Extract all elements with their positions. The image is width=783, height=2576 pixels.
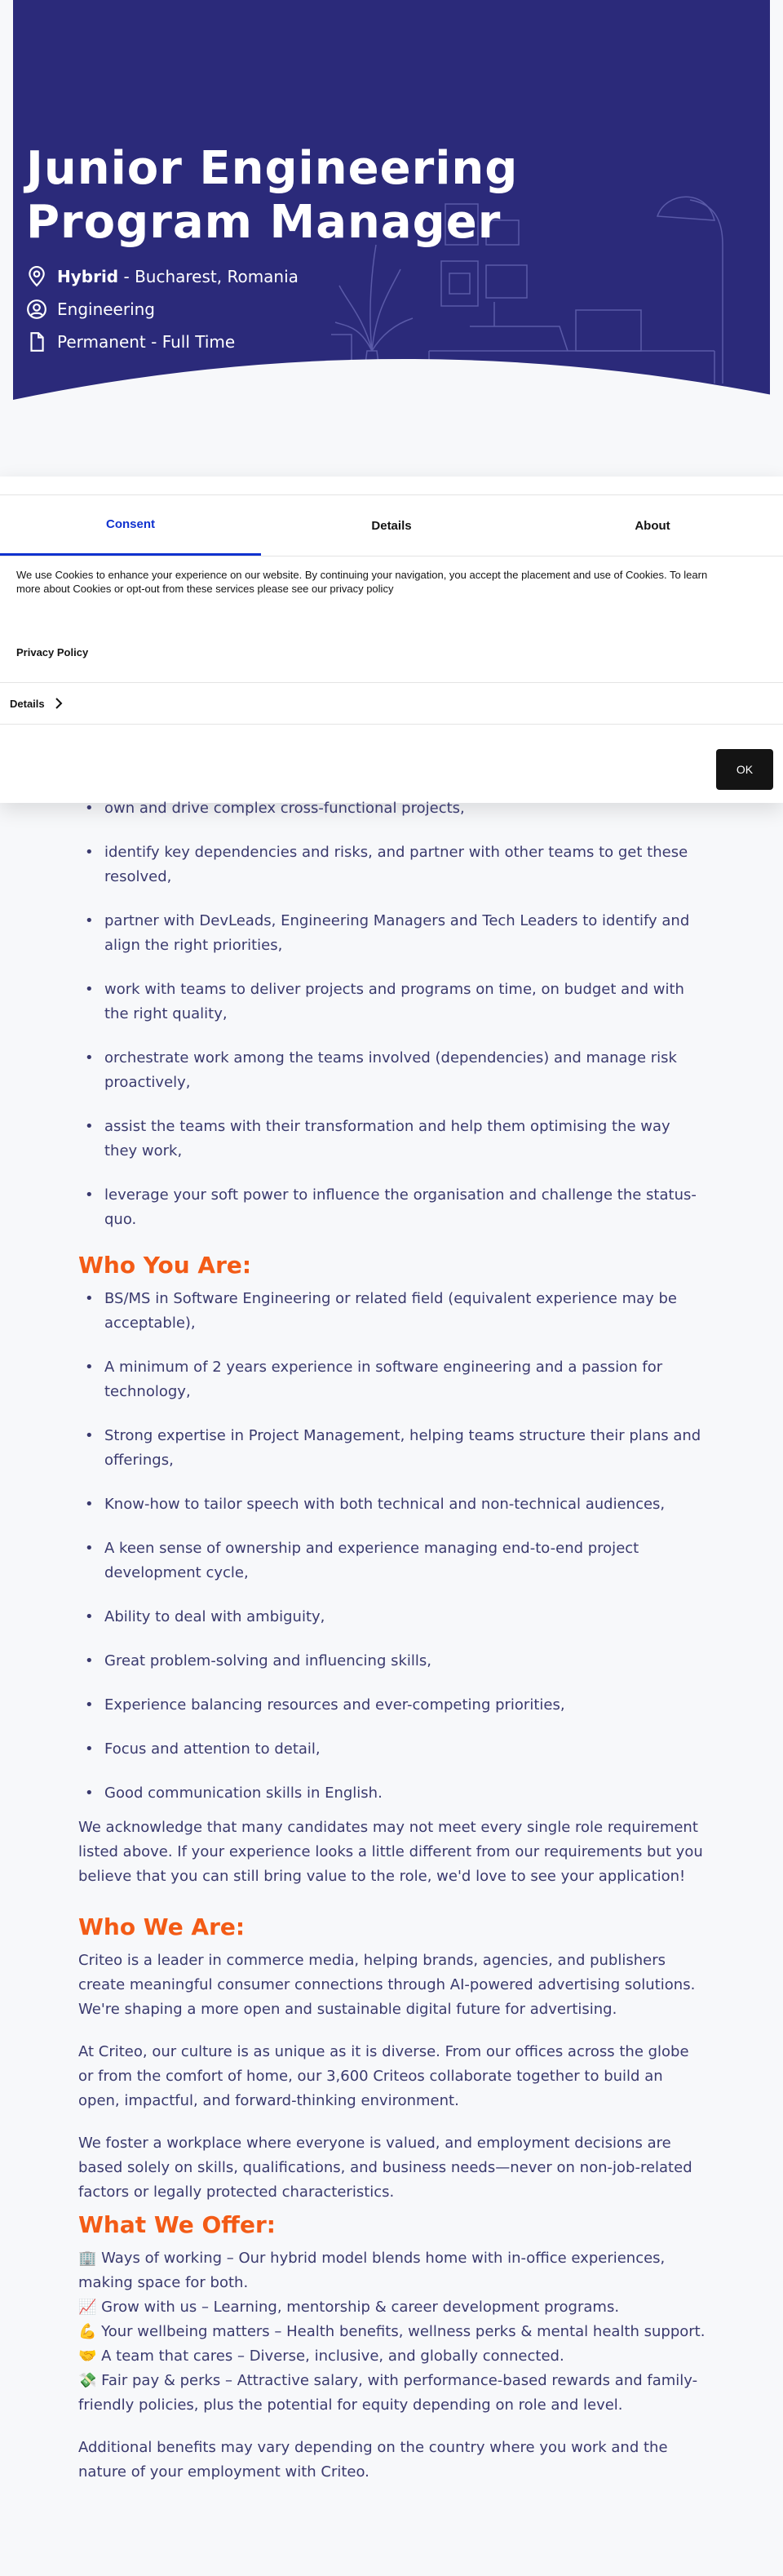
privacy-policy-link[interactable]: Privacy Policy [16, 646, 89, 658]
company-paragraph: Criteo is a leader in commerce media, helping brands, agencies, and publishers create meaningful consumer connections through AI-powered advertising solutions. We're shaping a more open and sustainable digital future for advertising. [78, 1952, 696, 2018]
ok-button[interactable]: OK [716, 749, 773, 790]
details-toggle-label: Details [10, 697, 45, 710]
tab-consent[interactable]: Consent [0, 495, 261, 556]
list-item: • Focus and attention to detail, [78, 1737, 706, 1762]
list-item: • identify key dependencies and risks, and partner with other teams to get these resolved, [78, 840, 706, 889]
who-we-are-heading: Who We Are: [78, 1913, 246, 1940]
hero-curve-divider [13, 351, 770, 424]
requirements-list [78, 1287, 706, 1806]
job-title-line-1: Junior Engineering [26, 142, 519, 195]
cookie-tabs [0, 494, 783, 556]
user-circle-icon [26, 299, 47, 320]
company-paragraph: We foster a workplace where everyone is valued, and employment decisions are based solely on skills, qualifications, and business needs—never on non-job-related factors or legally protected characteristics. [78, 2135, 692, 2201]
document-icon [26, 331, 47, 352]
list-item: • A keen sense of ownership and experience managing end-to-end project development cycle, [78, 1536, 706, 1585]
list-item: • BS/MS in Software Engineering or related field (equivalent experience may be acceptable), [78, 1287, 706, 1336]
who-you-are-heading: Who You Are: [78, 1252, 252, 1279]
location-city: - Bucharest, Romania [118, 267, 299, 286]
cookie-description: We use Cookies to enhance your experience on our website. By continuing your navigation, you accept the placement and use of Cookies. To learn more about Cookies or opt-out from these services please see our privacy policy [16, 569, 708, 595]
responsibilities-list [78, 796, 706, 1232]
offer-item: 💸 Fair pay & perks – Attractive salary, with performance-based rewards and family-friendly policies, plus the potential for equity depending on role and level. [78, 2372, 698, 2414]
job-location [26, 266, 299, 287]
details-toggle[interactable] [0, 682, 783, 725]
list-item: • Ability to deal with ambiguity, [78, 1605, 706, 1629]
tab-about[interactable]: About [635, 518, 670, 533]
list-item: • leverage your soft power to influence the organisation and challenge the status-quo. [78, 1183, 706, 1232]
list-item: • Great problem-solving and influencing skills, [78, 1649, 706, 1674]
offer-item: 📈 Grow with us – Learning, mentorship & career development programs. [78, 2299, 620, 2316]
department-label: Engineering [57, 299, 155, 319]
tab-details[interactable]: Details [371, 518, 412, 533]
offer-item: 💪 Your wellbeing matters – Health benefits, wellness perks & mental health support. [78, 2323, 706, 2340]
list-item: • Experience balancing resources and ever-competing priorities, [78, 1693, 706, 1718]
job-title [26, 142, 532, 250]
list-item: • A minimum of 2 years experience in software engineering and a passion for technology, [78, 1355, 706, 1404]
job-contract [26, 331, 235, 352]
list-item: • Strong expertise in Project Management, helping teams structure their plans and offerings, [78, 1424, 706, 1473]
list-item: • partner with DevLeads, Engineering Managers and Tech Leaders to identify and align the right priorities, [78, 909, 706, 958]
candidate-note: We acknowledge that many candidates may not meet every single role requirement listed above. If your experience looks a little different from our requirements but you believe that you can still bring value to the role, we'd love to see your application! [78, 1819, 703, 1885]
list-item: • assist the teams with their transformation and help them optimising the way they work, [78, 1115, 706, 1164]
list-item: • own and drive complex cross-functional projects, [78, 796, 706, 821]
company-paragraph: At Criteo, our culture is as unique as it is diverse. From our offices across the globe or from the comfort of home, our 3,600 Criteos collaborate together to build an open, impactful, and forward-thinking environment. [78, 2043, 689, 2109]
hero-banner [13, 0, 770, 424]
list-item: • work with teams to deliver projects and programs on time, on budget and with the right quality, [78, 978, 706, 1026]
list-item: • orchestrate work among the teams involved (dependencies) and manage risk proactively, [78, 1046, 706, 1095]
list-item: • Good communication skills in English. [78, 1781, 706, 1806]
location-type: Hybrid [57, 267, 119, 286]
benefits-footer: Additional benefits may vary depending on the country where you work and the nature of your employment with Criteo. [78, 2439, 668, 2481]
job-description [78, 796, 706, 2503]
offer-item: 🤝 A team that cares – Diverse, inclusive, and globally connected. [78, 2348, 564, 2365]
job-title-line-2: Program Manager [26, 196, 502, 249]
chevron-right-icon [55, 698, 63, 709]
list-item: • Know-how to tailor speech with both technical and non-technical audiences, [78, 1492, 706, 1517]
contract-label: Permanent - Full Time [57, 332, 236, 352]
job-department [26, 299, 155, 320]
location-pin-icon [26, 266, 47, 287]
what-we-offer-heading: What We Offer: [78, 2211, 276, 2238]
offer-item: 🏢 Ways of working – Our hybrid model blends home with in-office experiences, making space for both. [78, 2250, 666, 2291]
cookie-consent-panel [0, 477, 783, 803]
